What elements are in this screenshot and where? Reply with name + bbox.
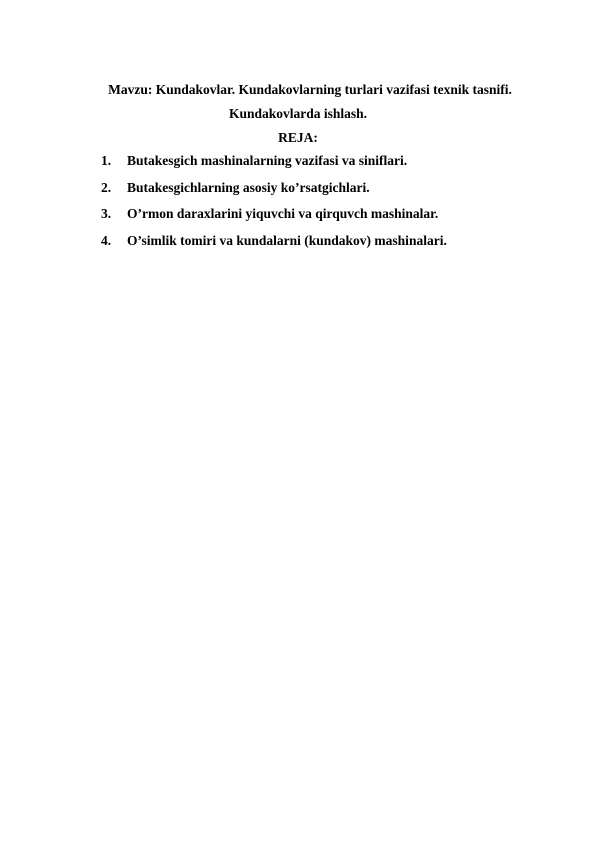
plan-item-number: 1.	[101, 153, 112, 168]
plan-item-text: Butakesgich mashinalarning vazifasi va siniflari.	[127, 153, 408, 168]
plan-item-number: 2.	[101, 179, 112, 195]
plan-item-text: O’simlik tomiri va kundalarni (kundakov) mashinalari.	[127, 232, 447, 248]
document-title-line-1: Mavzu: Kundakovlar. Kundakovlarning turlari vazifasi texnik tasnifi.	[108, 82, 512, 97]
plan-heading: REJA:	[278, 130, 318, 145]
plan-item-text: O’rmon daraxlarini yiquvchi va qirquvch mashinalar.	[127, 206, 439, 221]
plan-item-text: Butakesgichlarning asosiy ko’rsatgichlari.	[127, 179, 370, 195]
plan-item-number: 3.	[101, 206, 112, 221]
document-title-line-2: Kundakovlarda ishlash.	[228, 106, 368, 121]
plan-item-number: 4.	[101, 232, 112, 248]
